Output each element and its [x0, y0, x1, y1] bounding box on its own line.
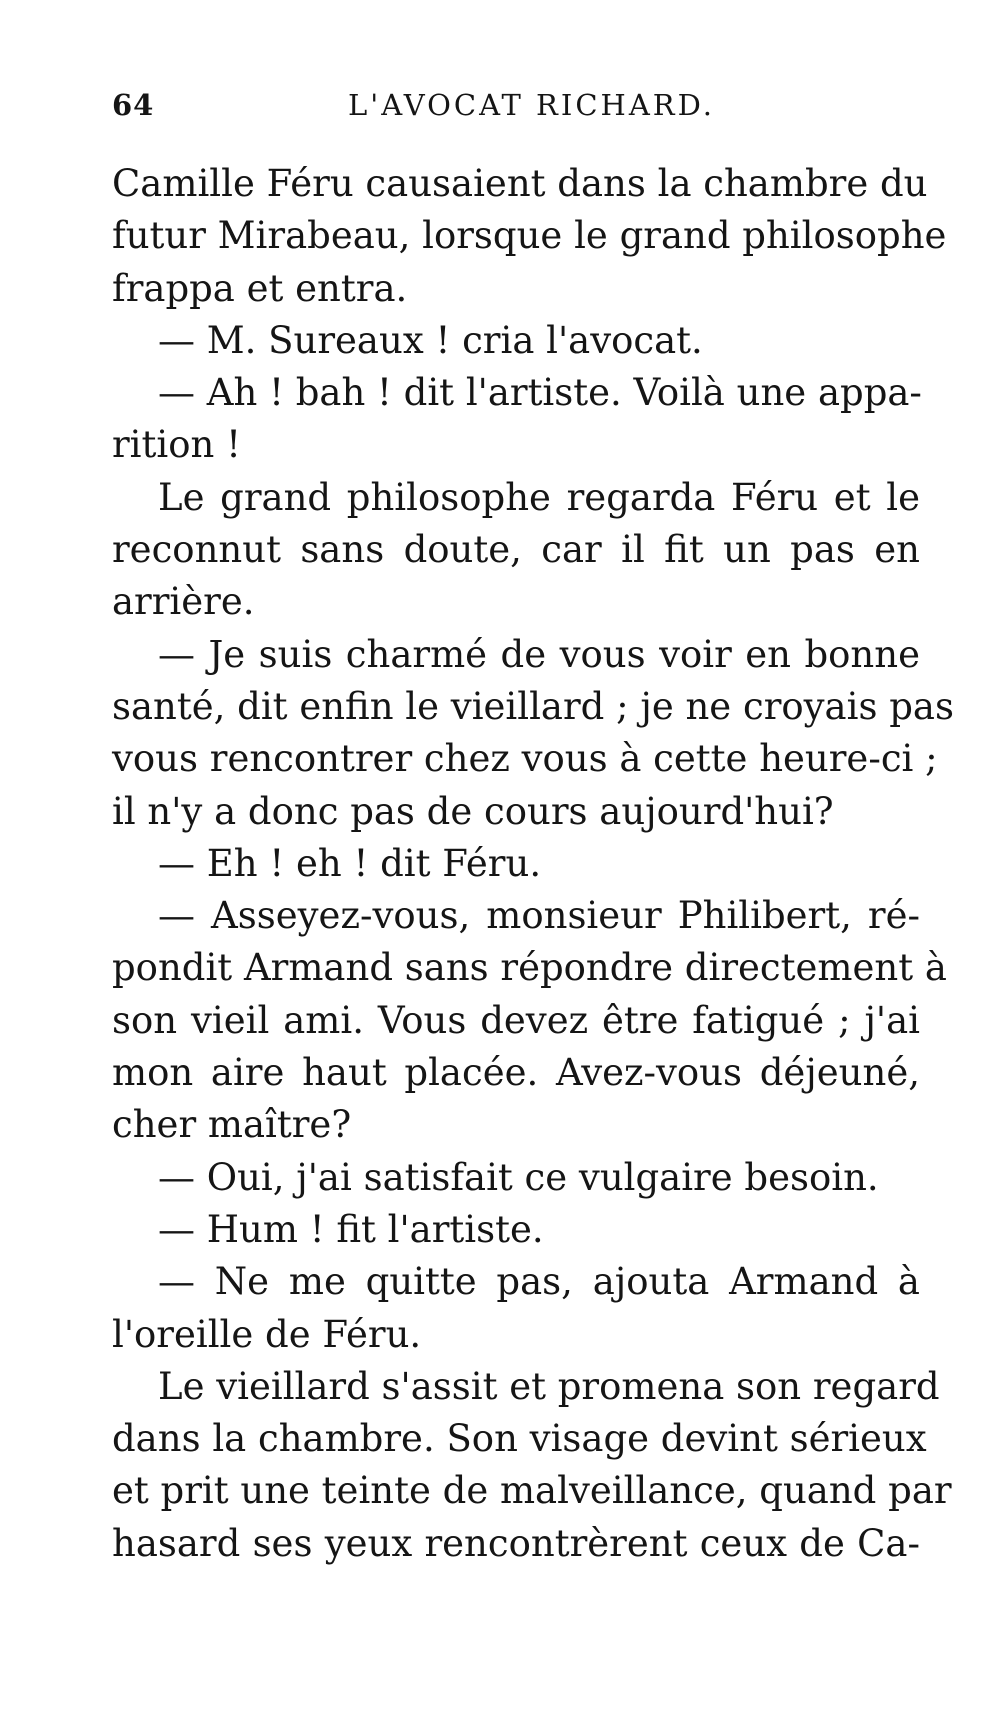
text-line: hasard ses yeux rencontrèrent ceux de Ca-: [112, 1521, 920, 1565]
body-text: [112, 158, 954, 1570]
text-line: vous rencontrer chez vous à cette heure-ci ;: [112, 737, 938, 781]
text-line: — Eh ! eh ! dit Féru.: [158, 841, 542, 885]
text-line: — Oui, j'ai satisfait ce vulgaire besoin.: [158, 1155, 879, 1199]
text-line: Camille Féru causaient dans la chambre du: [112, 162, 928, 205]
text-line: futur Mirabeau, lorsque le grand philosophe: [112, 214, 947, 258]
text-line: dans la chambre. Son visage devint sérieux: [112, 1417, 927, 1461]
text-line: son vieil ami. Vous devez être fatigué ; j'ai: [112, 998, 920, 1042]
text-line: Le vieillard s'assit et promena son regard: [158, 1364, 940, 1408]
text-line: — Ah ! bah ! dit l'artiste. Voilà une appa-: [158, 371, 922, 415]
text-line: l'oreille de Féru.: [112, 1312, 422, 1356]
text-line: rition !: [112, 423, 241, 467]
text-line: reconnut sans doute, car il fit un pas en: [112, 528, 920, 572]
text-line: Le grand philosophe regarda Féru et le: [158, 475, 920, 519]
text-line: — Asseyez-vous, monsieur Philibert, ré-: [158, 894, 920, 938]
text-line: et prit une teinte de malveillance, quand par: [112, 1469, 952, 1513]
page-number: 64: [112, 88, 155, 122]
text-line: — Hum ! fit l'artiste.: [158, 1207, 544, 1251]
text-line: — Ne me quitte pas, ajouta Armand à: [158, 1260, 920, 1304]
text-line: il n'y a donc pas de cours aujourd'hui?: [112, 789, 834, 833]
text-line: cher maître?: [112, 1103, 352, 1147]
running-title: L'AVOCAT RICHARD.: [348, 88, 716, 122]
text-line: frappa et entra.: [112, 266, 408, 310]
text-line: pondit Armand sans répondre directement à: [112, 946, 947, 990]
text-line: mon aire haut placée. Avez-vous déjeuné,: [112, 1051, 920, 1095]
text-line: — Je suis charmé de vous voir en bonne: [158, 632, 920, 676]
running-head: [112, 88, 912, 128]
text-line: arrière.: [112, 580, 255, 624]
text-line: — M. Sureaux ! cria l'avocat.: [158, 318, 703, 362]
text-line: santé, dit enfin le vieillard ; je ne croyais pas: [112, 684, 954, 728]
